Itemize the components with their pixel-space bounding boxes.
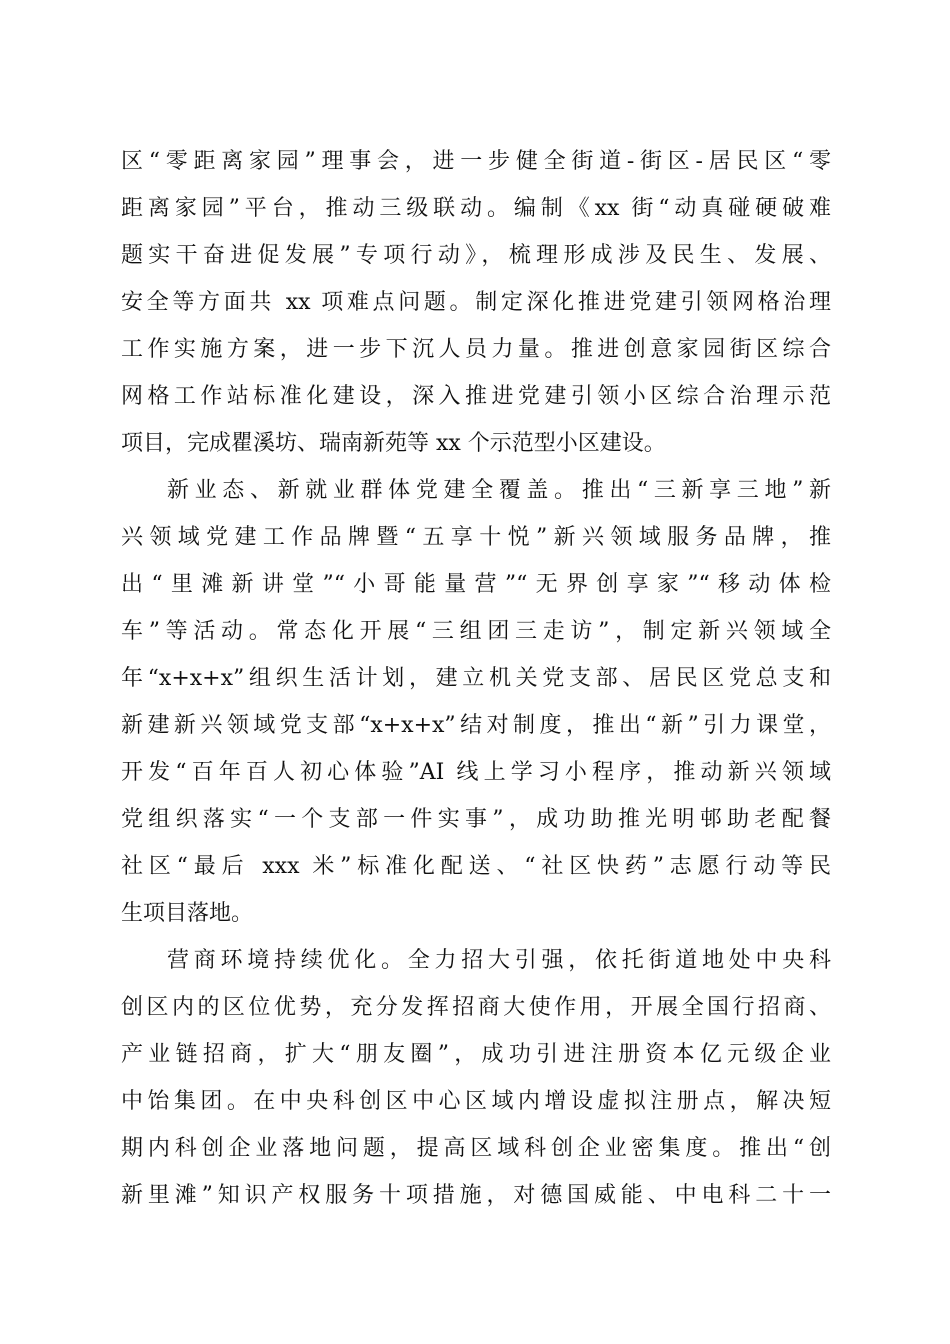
text-line: 车”等活动。常态化开展“三组团三走访”，制定新兴领域全	[121, 619, 831, 644]
text-line: 年“x+x+x”组织生活计划，建立机关党支部、居民区党总支和	[121, 666, 831, 691]
text-line: 区“零距离家园”理事会，进一步健全街道-街区-居民区“零	[121, 149, 831, 174]
text-line: 中饴集团。在中央科创区中心区域内增设虚拟注册点，解决短	[121, 1089, 831, 1114]
text-line: 新业态、新就业群体党建全覆盖。推出“三新享三地”新	[167, 478, 831, 503]
text-line: 社区“最后 xxx 米”标准化配送、“社区快药”志愿行动等民	[121, 854, 831, 879]
text-line: 营商环境持续优化。全力招大引强，依托街道地处中央科	[167, 948, 831, 973]
text-line: 生项目落地。	[121, 901, 254, 926]
text-line: 项目，完成瞿溪坊、瑞南新苑等 xx 个示范型小区建设。	[121, 431, 666, 456]
text-line: 产业链招商，扩大“朋友圈”，成功引进注册资本亿元级企业	[121, 1042, 831, 1067]
paragraph-new-business-party-building	[121, 467, 831, 937]
text-line: 新建新兴领域党支部“x+x+x”结对制度，推出“新”引力课堂，	[121, 713, 831, 738]
text-line: 期内科创企业落地问题，提高区域科创企业密集度。推出“创	[121, 1136, 831, 1161]
text-line: 距离家园”平台，推动三级联动。编制《xx 街“动真碰硬破难	[121, 196, 831, 221]
paragraph-business-environment	[121, 937, 831, 1219]
text-line: 开发“百年百人初心体验”AI 线上学习小程序，推动新兴领域	[121, 760, 831, 785]
text-line: 工作实施方案，进一步下沉人员力量。推进创意家园街区综合	[121, 337, 831, 362]
text-line: 题实干奋进促发展”专项行动》，梳理形成涉及民生、发展、	[121, 243, 831, 268]
text-line: 网格工作站标准化建设，深入推进党建引领小区综合治理示范	[121, 384, 831, 409]
text-line: 创区内的区位优势，充分发挥招商大使作用，开展全国行招商、	[121, 995, 831, 1020]
text-line: 党组织落实“一个支部一件实事”，成功助推光明邨助老配餐	[121, 807, 831, 832]
text-line: 兴领域党建工作品牌暨“五享十悦”新兴领域服务品牌，推	[121, 525, 831, 550]
paragraph-community-platform	[121, 138, 831, 467]
text-line: 安全等方面共 xx 项难点问题。制定深化推进党建引领网格治理	[121, 290, 831, 315]
text-line: 新里滩”知识产权服务十项措施，对德国威能、中电科二十一	[121, 1183, 831, 1208]
text-line: 出“里滩新讲堂”“小哥能量营”“无界创享家”“移动体检	[121, 572, 831, 597]
document-body	[121, 138, 831, 1219]
